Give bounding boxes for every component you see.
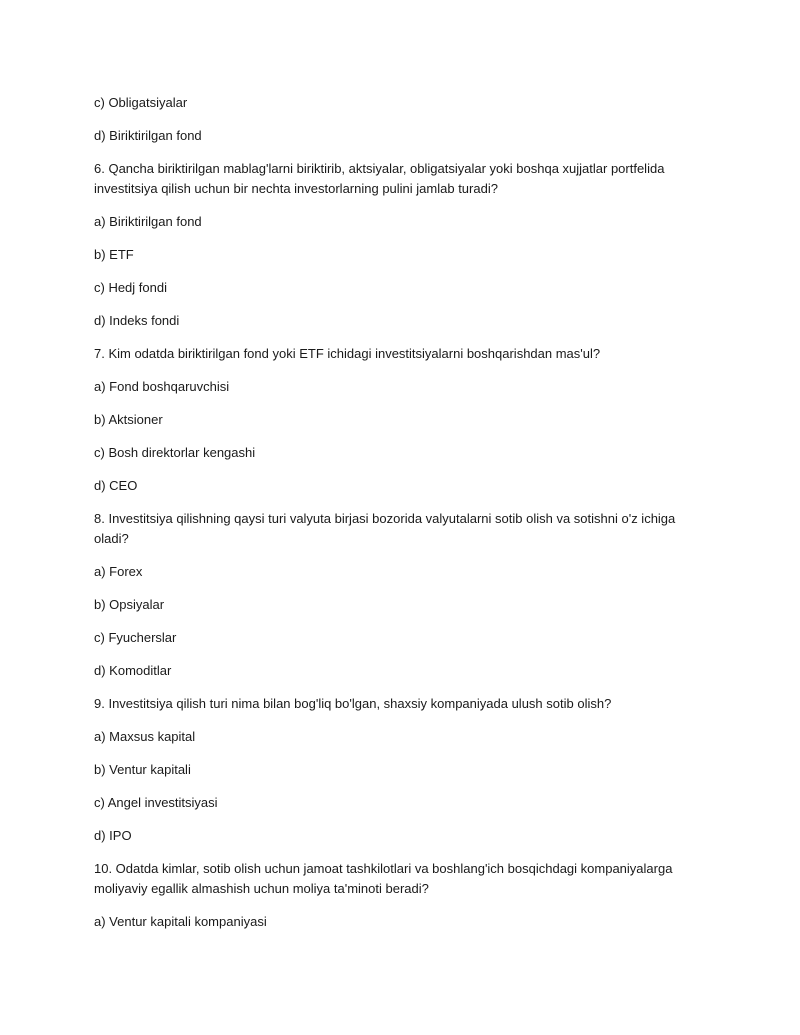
answer-text: d) CEO	[94, 478, 138, 493]
question-text-line: 6. Qancha biriktirilgan mablag'larni biriktirib, aktsiyalar, obligatsiyalar yoki boshqa xujjatlar portfelida	[94, 161, 665, 176]
answer-option	[94, 562, 694, 582]
answer-text: c) Obligatsiyalar	[94, 95, 188, 110]
question-9	[94, 694, 694, 714]
answer-text: b) Opsiyalar	[94, 597, 165, 612]
answer-text: b) Ventur kapitali	[94, 762, 191, 777]
answer-text: d) Komoditlar	[94, 663, 172, 678]
answer-text: b) Aktsioner	[94, 412, 163, 427]
answer-text: a) Maxsus kapital	[94, 729, 196, 744]
answer-option	[94, 410, 694, 430]
answer-text: d) Biriktirilgan fond	[94, 128, 202, 143]
answer-text: c) Hedj fondi	[94, 280, 167, 295]
answer-option	[94, 628, 694, 648]
answer-text: d) Indeks fondi	[94, 313, 180, 328]
answer-option	[94, 476, 694, 496]
answer-option	[94, 727, 694, 747]
answer-text: c) Angel investitsiyasi	[94, 795, 218, 810]
answer-text: c) Bosh direktorlar kengashi	[94, 445, 256, 460]
answer-text: a) Fond boshqaruvchisi	[94, 379, 230, 394]
question-text-line: 7. Kim odatda biriktirilgan fond yoki ETF ichidagi investitsiyalarni boshqarishdan mas'ul?	[94, 346, 601, 361]
answer-option	[94, 595, 694, 615]
answer-option	[94, 278, 694, 298]
question-text-line: 10. Odatda kimlar, sotib olish uchun jamoat tashkilotlari va boshlang'ich bosqichdagi kompaniyalarga	[94, 861, 673, 876]
question-text-line: investitsiya qilish uchun bir nechta investorlarning pulini jamlab turadi?	[94, 181, 498, 196]
answer-option	[94, 443, 694, 463]
answer-option	[94, 912, 694, 932]
answer-option	[94, 377, 694, 397]
question-text-line: 9. Investitsiya qilish turi nima bilan bog'liq bo'lgan, shaxsiy kompaniyada ulush sotib olish?	[94, 696, 612, 711]
answer-option	[94, 661, 694, 681]
question-text-line: oladi?	[94, 531, 129, 546]
question-text-line: 8. Investitsiya qilishning qaysi turi valyuta birjasi bozorida valyutalarni sotib olish va sotishni o'z ichiga	[94, 511, 676, 526]
answer-text: c) Fyucherslar	[94, 630, 177, 645]
answer-text: a) Ventur kapitali kompaniyasi	[94, 914, 267, 929]
answer-text: a) Biriktirilgan fond	[94, 214, 202, 229]
answer-text: b) ETF	[94, 247, 134, 262]
document-body	[94, 93, 694, 945]
answer-option	[94, 245, 694, 265]
answer-option	[94, 793, 694, 813]
answer-option	[94, 93, 694, 113]
question-10	[94, 859, 694, 899]
question-7	[94, 344, 694, 364]
question-8	[94, 509, 694, 549]
answer-option	[94, 311, 694, 331]
question-text-line: moliyaviy egallik almashish uchun moliya ta'minoti beradi?	[94, 881, 429, 896]
answer-text: a) Forex	[94, 564, 143, 579]
answer-option	[94, 760, 694, 780]
answer-option	[94, 826, 694, 846]
answer-option	[94, 212, 694, 232]
answer-option	[94, 126, 694, 146]
answer-text: d) IPO	[94, 828, 132, 843]
question-6	[94, 159, 694, 199]
